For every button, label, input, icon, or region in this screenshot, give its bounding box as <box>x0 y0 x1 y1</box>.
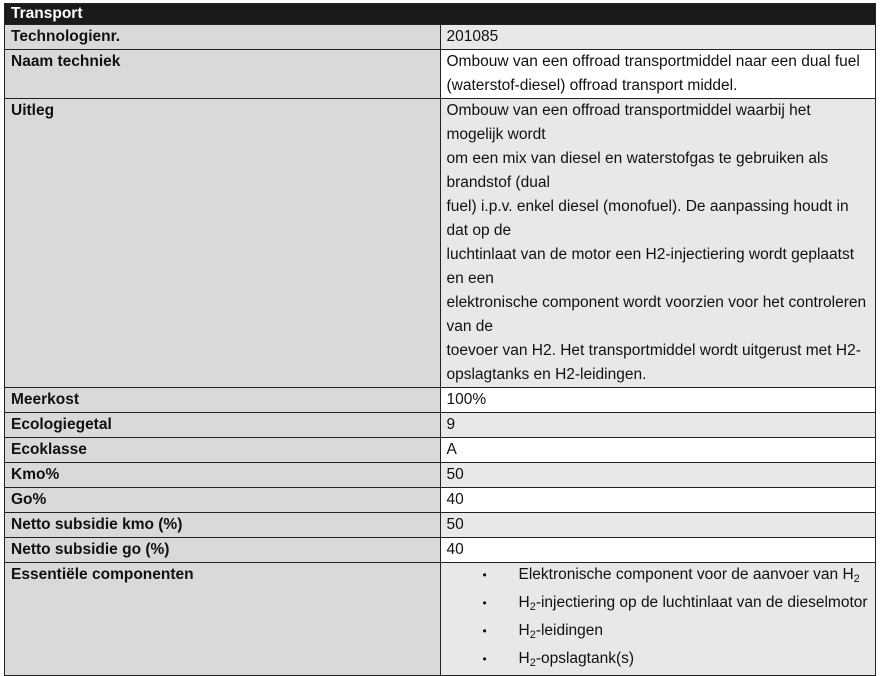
subscript: 2 <box>529 601 536 613</box>
row-label-naam-techniek: Naam techniek <box>5 50 441 99</box>
text-line: Ombouw van een offroad transportmiddel naar een dual fuel <box>446 53 860 70</box>
bullet-icon: • <box>482 624 487 638</box>
subscript: 2 <box>853 573 860 585</box>
bullet-icon: • <box>482 596 487 610</box>
table-row <box>5 463 876 488</box>
row-label-go: Go% <box>5 488 441 513</box>
text-line: toevoer van H2. Het transportmiddel wordt uitgerust met H2- <box>446 342 861 359</box>
list-item <box>483 591 870 619</box>
subscript: 2 <box>529 657 536 669</box>
list-item <box>483 619 870 647</box>
row-value-technologienr: 201085 <box>440 25 876 50</box>
list-item <box>483 563 870 591</box>
table-title: Transport <box>5 4 876 25</box>
row-value-kmo: 50 <box>440 463 876 488</box>
text-line: opslagtanks en H2-leidingen. <box>446 366 647 383</box>
row-label-essentiele-componenten: Essentiële componenten <box>5 563 441 676</box>
bullet-icon: • <box>482 652 487 666</box>
component-text: Elektronische component voor de aanvoer van H <box>518 566 854 583</box>
row-value-netto-subsidie-go: 40 <box>440 538 876 563</box>
row-value-essentiele-componenten <box>440 563 876 676</box>
table-row <box>5 50 876 99</box>
text-line: luchtinlaat van de motor een H2-injectiering wordt geplaatst en een <box>446 246 855 287</box>
row-value-uitleg <box>440 99 876 388</box>
row-label-kmo: Kmo% <box>5 463 441 488</box>
table-row <box>5 488 876 513</box>
component-text: -opslagtank(s) <box>535 650 635 667</box>
table-row <box>5 538 876 563</box>
table-row <box>5 99 876 388</box>
row-value-go: 40 <box>440 488 876 513</box>
row-label-netto-subsidie-kmo: Netto subsidie kmo (%) <box>5 513 441 538</box>
subscript: 2 <box>529 629 536 641</box>
table-row <box>5 413 876 438</box>
row-label-netto-subsidie-go: Netto subsidie go (%) <box>5 538 441 563</box>
table-row <box>5 25 876 50</box>
text-line: Ombouw van een offroad transportmiddel waarbij het mogelijk wordt <box>446 102 811 143</box>
bullet-icon: • <box>482 568 487 582</box>
component-list <box>447 563 870 675</box>
list-item <box>483 647 870 675</box>
row-label-uitleg: Uitleg <box>5 99 441 388</box>
component-text: H <box>518 594 530 611</box>
component-text: -leidingen <box>535 622 604 639</box>
component-text: -injectiering op de luchtinlaat van de dieselmotor <box>535 594 868 611</box>
row-value-ecoklasse: A <box>440 438 876 463</box>
table-row <box>5 563 876 676</box>
table-row <box>5 513 876 538</box>
row-label-meerkost: Meerkost <box>5 388 441 413</box>
row-value-ecologiegetal: 9 <box>440 413 876 438</box>
table-title-row <box>5 4 876 25</box>
component-text: H <box>518 650 530 667</box>
table-row <box>5 438 876 463</box>
text-line: elektronische component wordt voorzien voor het controleren van de <box>446 294 867 335</box>
row-value-naam-techniek <box>440 50 876 99</box>
text-line: (waterstof-diesel) offroad transport middel. <box>446 77 738 94</box>
row-label-technologienr: Technologienr. <box>5 25 441 50</box>
component-text: H <box>518 622 530 639</box>
text-line: fuel) i.p.v. enkel diesel (monofuel). De aanpassing houdt in dat op de <box>446 198 849 239</box>
row-label-ecologiegetal: Ecologiegetal <box>5 413 441 438</box>
text-line: om een mix van diesel en waterstofgas te gebruiken als brandstof (dual <box>446 150 829 191</box>
row-label-ecoklasse: Ecoklasse <box>5 438 441 463</box>
row-value-netto-subsidie-kmo: 50 <box>440 513 876 538</box>
row-value-meerkost: 100% <box>440 388 876 413</box>
technology-table <box>4 3 876 676</box>
table-row <box>5 388 876 413</box>
